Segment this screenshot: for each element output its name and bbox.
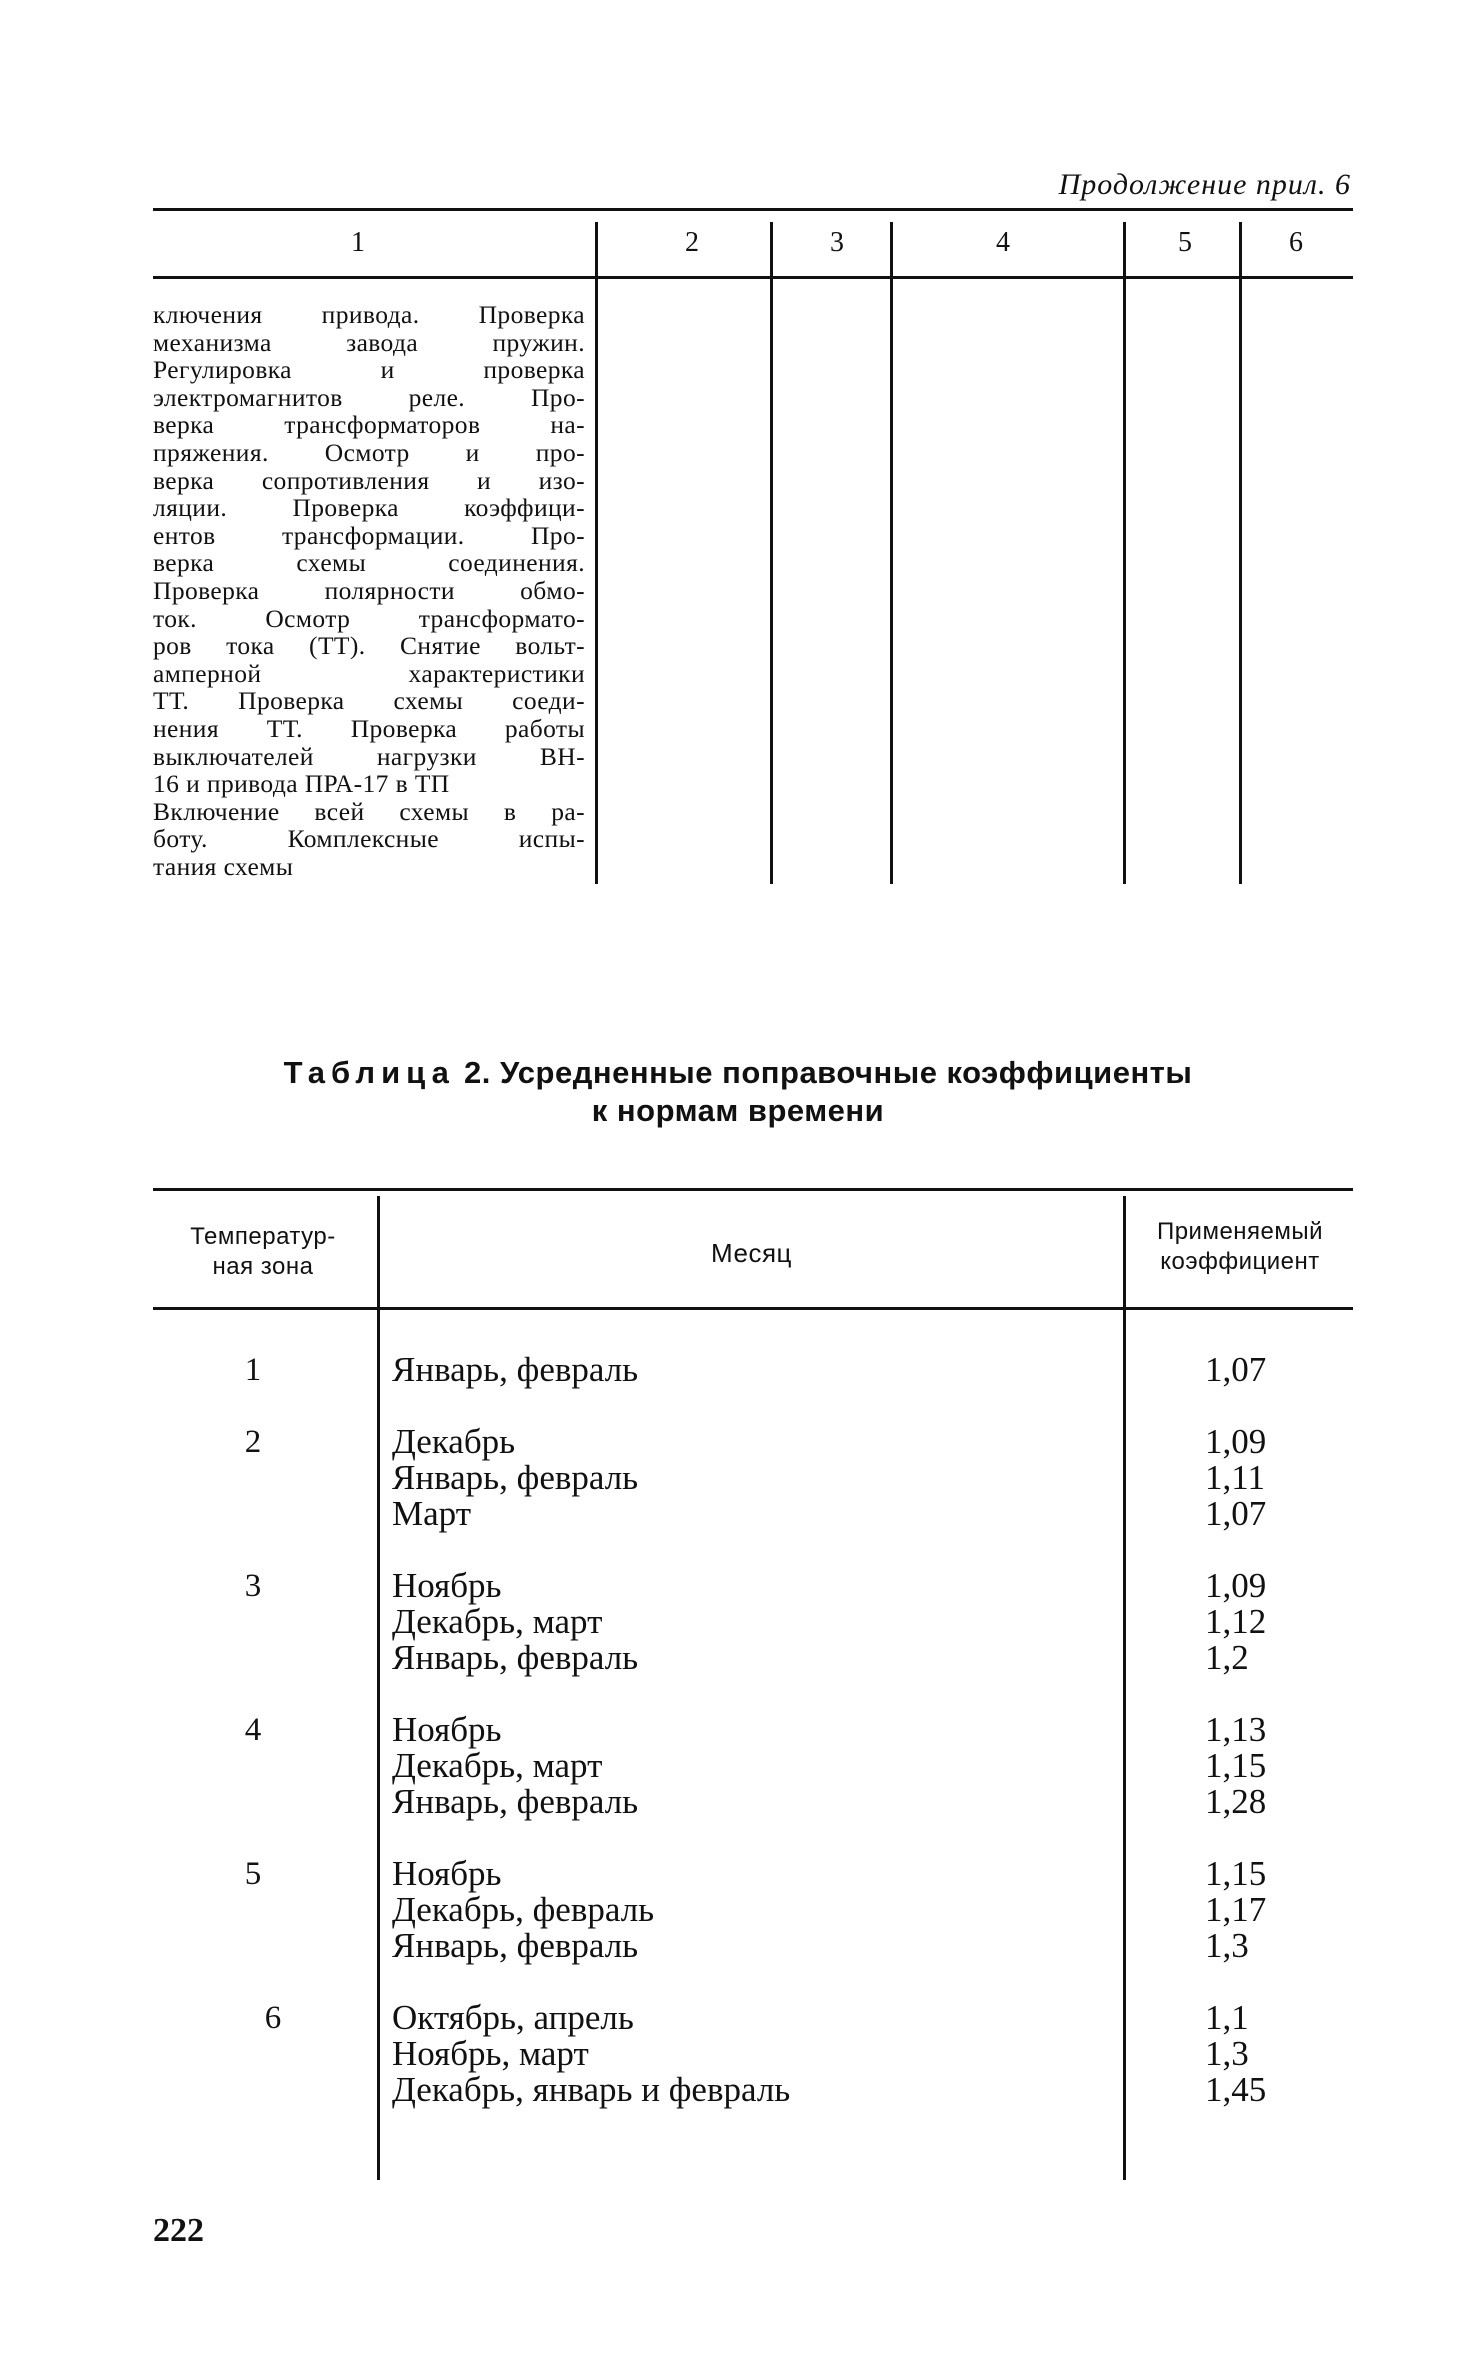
table1-col-divider — [890, 222, 893, 884]
table1-text-line: 16 и привода ПРА-17 в ТП — [153, 769, 450, 799]
coefficient-value: 1,15 — [1205, 1746, 1267, 1785]
table2-title-rest: 2. Усредненные поправочные коэффициенты — [463, 1055, 1193, 1090]
coefficient-value: 1,2 — [1205, 1638, 1249, 1677]
month-entry: Март — [392, 1494, 471, 1533]
table1-col-divider — [770, 222, 773, 884]
table1-text-line: ляции. Проверка коэффици- — [153, 493, 585, 523]
table2-title-line2: к нормам времени — [591, 1093, 885, 1128]
table1-text-line: амперной характеристики — [153, 658, 585, 688]
table2-top-rule — [153, 1188, 1353, 1191]
table1-col-divider — [1123, 222, 1126, 884]
coefficient-value: 1,09 — [1205, 1422, 1267, 1461]
month-entry: Январь, февраль — [392, 1350, 639, 1389]
month-entry: Октябрь, апрель — [392, 1998, 634, 2037]
table2-col-divider — [1123, 1196, 1126, 2180]
table2-col-divider — [377, 1196, 380, 2180]
table1-text-line: ентов трансформации. Про- — [153, 520, 585, 550]
coefficient-value: 1,3 — [1205, 1926, 1249, 1965]
header-zone-line2: ная зона — [212, 1253, 314, 1280]
month-entry: Декабрь, март — [392, 1602, 603, 1641]
zone-number: 4 — [244, 1712, 262, 1748]
table1-text-line: тания схемы — [153, 851, 294, 881]
table1-top-rule — [153, 208, 1353, 211]
zone-number: 1 — [244, 1352, 262, 1388]
table1-col-number: 4 — [996, 227, 1010, 258]
table1-col-number: 2 — [685, 227, 699, 258]
coefficient-value: 1,1 — [1205, 1998, 1249, 2037]
page-number: 222 — [153, 2212, 204, 2249]
table1-text-line: выключателей нагрузки ВН- — [153, 741, 585, 771]
table1-text-line: верка сопротивления и изо- — [153, 465, 585, 495]
table1-text-line: боту. Комплексные испы- — [153, 824, 585, 854]
coefficient-value: 1,13 — [1205, 1710, 1267, 1749]
coefficient-value: 1,11 — [1205, 1458, 1265, 1497]
zone-number: 5 — [244, 1856, 262, 1892]
month-entry: Декабрь, март — [392, 1746, 603, 1785]
table1-col-divider — [595, 222, 598, 884]
header-month: Месяц — [711, 1238, 792, 1268]
table1-text-line: механизма завода пружин. — [153, 327, 585, 357]
table1-text-line: ключения привода. Проверка — [153, 300, 585, 329]
coefficient-value: 1,12 — [1205, 1602, 1267, 1641]
table1-text-line: электромагнитов реле. Про- — [153, 382, 585, 412]
table1-text-line: нения ТТ. Проверка работы — [153, 713, 585, 743]
zone-number: 2 — [244, 1424, 262, 1460]
month-entry: Январь, февраль — [392, 1638, 639, 1677]
continuation-title: Продолжение прил. 6 — [1058, 168, 1351, 201]
coefficient-value: 1,3 — [1205, 2034, 1249, 2073]
month-entry: Декабрь — [392, 1422, 516, 1461]
month-entry: Ноябрь — [392, 1854, 502, 1893]
header-temperature-zone — [153, 1222, 373, 1282]
table1-text-line: Включение всей схемы в ра- — [153, 796, 585, 826]
table1-text-line: ров тока (ТТ). Снятие вольт- — [153, 631, 585, 661]
table1-col-number: 3 — [830, 227, 844, 258]
month-entry: Январь, февраль — [392, 1458, 639, 1497]
table1-text-line: верка трансформаторов на- — [153, 410, 585, 440]
header-coef-line1: Применяемый — [1156, 1218, 1324, 1245]
table1-col-number: 1 — [351, 227, 365, 258]
table2-header-rule — [153, 1307, 1353, 1310]
header-coefficient — [1126, 1217, 1354, 1277]
table1-text-line: ТТ. Проверка схемы соеди- — [153, 686, 585, 716]
table2-title — [0, 1054, 1476, 1130]
table1-text-line: ток. Осмотр трансформато- — [153, 603, 585, 633]
table2-title-word: Таблица — [283, 1055, 455, 1090]
month-entry: Ноябрь, март — [392, 2034, 589, 2073]
table1-text-line: верка схемы соединения. — [153, 548, 585, 578]
month-entry: Январь, февраль — [392, 1926, 639, 1965]
table1-text-line: Регулировка и проверка — [153, 355, 585, 385]
header-coef-line2: коэффициент — [1160, 1248, 1320, 1275]
header-zone-line1: Температур- — [190, 1223, 336, 1250]
month-entry: Декабрь, январь и февраль — [392, 2070, 791, 2109]
month-entry: Декабрь, февраль — [392, 1890, 655, 1929]
coefficient-value: 1,15 — [1205, 1854, 1267, 1893]
table1-col-number: 6 — [1289, 227, 1303, 258]
zone-number: 3 — [244, 1568, 262, 1604]
table1-col-number: 5 — [1178, 227, 1192, 258]
coefficient-value: 1,17 — [1205, 1890, 1267, 1929]
table1-header-rule — [153, 276, 1353, 279]
table1-text-line: пряжения. Осмотр и про- — [153, 437, 585, 467]
coefficient-value: 1,45 — [1205, 2070, 1267, 2109]
coefficient-value: 1,07 — [1205, 1350, 1267, 1389]
table1-col-divider — [1239, 222, 1242, 884]
zone-number: 6 — [264, 2000, 282, 2036]
month-entry: Ноябрь — [392, 1710, 502, 1749]
month-entry: Январь, февраль — [392, 1782, 639, 1821]
coefficient-value: 1,09 — [1205, 1566, 1267, 1605]
table1-description — [153, 301, 585, 880]
month-entry: Ноябрь — [392, 1566, 502, 1605]
table1-text-line: Проверка полярности обмо- — [153, 575, 585, 605]
coefficient-value: 1,28 — [1205, 1782, 1267, 1821]
coefficient-value: 1,07 — [1205, 1494, 1267, 1533]
